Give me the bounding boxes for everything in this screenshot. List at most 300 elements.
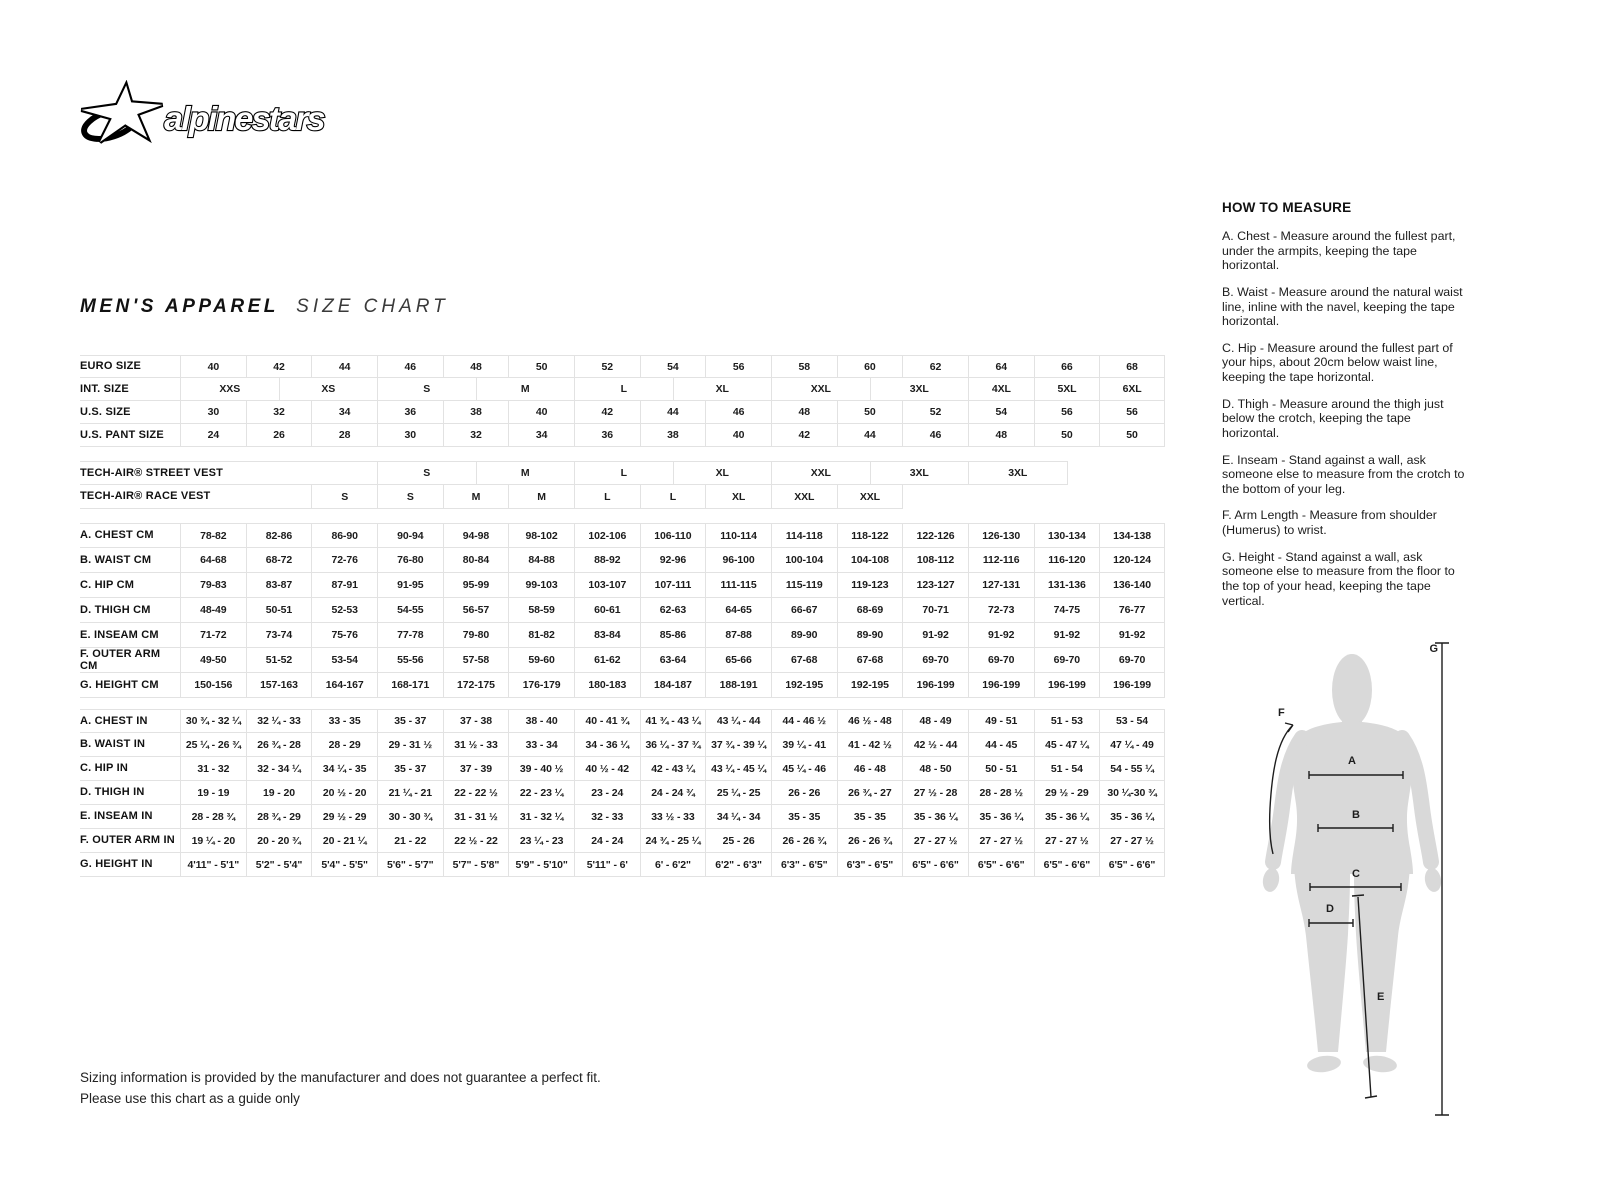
size-cell: 37 - 38 — [443, 709, 509, 733]
measurements-cm-table — [80, 523, 1165, 698]
size-cell: 92-96 — [640, 548, 706, 573]
size-cell: 83-84 — [574, 623, 640, 648]
blank-cell — [902, 485, 1165, 509]
size-cell: 4XL — [968, 378, 1034, 401]
size-cell: 110-114 — [705, 523, 771, 548]
measure-instruction: D. Thigh - Measure around the thigh just below the crotch, keeping the tape horizontal. — [1222, 396, 1444, 440]
size-cell: 102-106 — [574, 523, 640, 548]
size-cell: 30 - 30 ¾ — [377, 805, 443, 829]
size-cell: 79-80 — [443, 623, 509, 648]
size-cell: M — [476, 461, 575, 485]
size-cell: 6'2" - 6'3" — [705, 853, 771, 877]
size-cell: L — [574, 485, 640, 509]
size-cell: 79-83 — [180, 573, 246, 598]
size-cell: 122-126 — [902, 523, 968, 548]
size-cell: 120-124 — [1099, 548, 1165, 573]
size-cell: 42 — [574, 401, 640, 424]
size-cell: 104-108 — [837, 548, 903, 573]
brand-wordmark: alpinestars — [164, 100, 324, 139]
size-cell: 50-51 — [246, 598, 312, 623]
size-cell: 50 — [1034, 424, 1100, 447]
size-cell: 28 ¾ - 29 — [246, 805, 312, 829]
size-cell: 91-92 — [1099, 623, 1165, 648]
size-cell: 34 - 36 ¼ — [574, 733, 640, 757]
size-cell: 73-74 — [246, 623, 312, 648]
size-cell: 62 — [902, 355, 968, 378]
label-inseam: E — [1377, 991, 1385, 1003]
size-cell: 34 — [311, 401, 377, 424]
size-cell: 100-104 — [771, 548, 837, 573]
label-arm: F — [1278, 707, 1285, 719]
size-cell: 31 - 31 ½ — [443, 805, 509, 829]
size-cell: 35 - 36 ¼ — [1099, 805, 1165, 829]
size-cell: 27 ½ - 28 — [902, 781, 968, 805]
size-cell: 43 ¼ - 45 ¼ — [705, 757, 771, 781]
size-cell: 83-87 — [246, 573, 312, 598]
size-cell: 119-123 — [837, 573, 903, 598]
size-cell: 24 ¾ - 25 ¼ — [640, 829, 706, 853]
size-cell: 29 ½ - 29 — [1034, 781, 1100, 805]
size-cell: 56 — [1099, 401, 1165, 424]
size-cell: 22 ½ - 22 — [443, 829, 509, 853]
size-cell: 168-171 — [377, 673, 443, 698]
row-label: A. CHEST CM — [80, 523, 180, 548]
row-label: D. THIGH IN — [80, 781, 180, 805]
size-cell: 30 — [180, 401, 246, 424]
size-cell: 40 - 41 ¾ — [574, 709, 640, 733]
size-cell: 23 ¼ - 23 — [508, 829, 574, 853]
size-cell: 66-67 — [771, 598, 837, 623]
size-cell: 90-94 — [377, 523, 443, 548]
size-cell: 30 ¾ - 32 ¼ — [180, 709, 246, 733]
size-cell: 40 — [508, 401, 574, 424]
row-label: F. OUTER ARM CM — [80, 648, 180, 673]
size-cell: 5'4" - 5'5" — [311, 853, 377, 877]
size-cell: 58-59 — [508, 598, 574, 623]
size-cell: 172-175 — [443, 673, 509, 698]
table-row — [80, 548, 1165, 573]
size-cell: 42 — [771, 424, 837, 447]
size-cell: 48 — [968, 424, 1034, 447]
table-row — [80, 523, 1165, 548]
size-cell: 24 — [180, 424, 246, 447]
size-cell: 32 — [246, 401, 312, 424]
size-cell: 54 — [968, 401, 1034, 424]
measure-instruction: A. Chest - Measure around the fullest part, under the armpits, keeping the tape horizontal. — [1222, 229, 1456, 273]
size-cell: 45 ¼ - 46 — [771, 757, 837, 781]
size-cell: 5'11" - 6' — [574, 853, 640, 877]
size-cell: 25 ¼ - 26 ¾ — [180, 733, 246, 757]
size-cell: 39 - 40 ½ — [508, 757, 574, 781]
size-cell: 184-187 — [640, 673, 706, 698]
how-to-measure-list — [1222, 229, 1466, 608]
size-cell: 4'11" - 5'1" — [180, 853, 246, 877]
size-cell: 95-99 — [443, 573, 509, 598]
size-cell: XS — [279, 378, 378, 401]
size-cell: 25 ¼ - 25 — [705, 781, 771, 805]
size-cell: 6'5" - 6'6" — [1099, 853, 1165, 877]
size-cell: 123-127 — [902, 573, 968, 598]
size-cell: 5'2" - 5'4" — [246, 853, 312, 877]
size-cell: 52 — [574, 355, 640, 378]
size-cell: 196-199 — [902, 673, 968, 698]
size-cell: 6' - 6'2" — [640, 853, 706, 877]
size-cell: 5'6" - 5'7" — [377, 853, 443, 877]
size-cell: 41 ¾ - 43 ¼ — [640, 709, 706, 733]
size-cell: 59-60 — [508, 648, 574, 673]
size-cell: 164-167 — [311, 673, 377, 698]
row-label: E. INSEAM IN — [80, 805, 180, 829]
table-row — [80, 805, 1165, 829]
table-row — [80, 623, 1165, 648]
size-cell: 87-91 — [311, 573, 377, 598]
row-label: G. HEIGHT CM — [80, 673, 180, 698]
table-row — [80, 673, 1165, 698]
size-cell: 27 - 27 ½ — [1099, 829, 1165, 853]
size-cell: 19 - 20 — [246, 781, 312, 805]
size-cell: 6'3" - 6'5" — [837, 853, 903, 877]
size-cell: 26 ¾ - 28 — [246, 733, 312, 757]
size-cell: 48 - 50 — [902, 757, 968, 781]
size-cell: 107-111 — [640, 573, 706, 598]
size-cell: 116-120 — [1034, 548, 1100, 573]
size-cell: 46 - 48 — [837, 757, 903, 781]
tech-air-vest-table — [80, 461, 1165, 509]
size-cell: 44 — [837, 424, 903, 447]
size-cell: M — [476, 378, 575, 401]
size-cell: 48 - 49 — [902, 709, 968, 733]
size-cell: 50 — [837, 401, 903, 424]
size-cell: 50 — [508, 355, 574, 378]
size-cell: XXL — [771, 378, 870, 401]
size-cell: 180-183 — [574, 673, 640, 698]
measure-instruction: F. Arm Length - Measure from shoulder (Humerus) to wrist. — [1222, 508, 1437, 537]
size-cell: 68-69 — [837, 598, 903, 623]
size-cell: 78-82 — [180, 523, 246, 548]
size-cell: 37 - 39 — [443, 757, 509, 781]
size-cell: S — [377, 378, 476, 401]
size-cell: 35 - 36 ¼ — [1034, 805, 1100, 829]
title-secondary: SIZE CHART — [296, 296, 449, 317]
size-cell: 96-100 — [705, 548, 771, 573]
size-cell: 28 - 28 ½ — [968, 781, 1034, 805]
table-row — [80, 648, 1165, 673]
size-cell: 68-72 — [246, 548, 312, 573]
size-cell: 91-92 — [968, 623, 1034, 648]
size-cell: 22 - 23 ¼ — [508, 781, 574, 805]
row-label: A. CHEST IN — [80, 709, 180, 733]
size-cell: 114-118 — [771, 523, 837, 548]
size-cell: XXS — [180, 378, 279, 401]
disclaimer — [80, 1068, 601, 1110]
row-label: D. THIGH CM — [80, 598, 180, 623]
size-cell: 94-98 — [443, 523, 509, 548]
row-label: EURO SIZE — [80, 355, 180, 378]
size-cell: 77-78 — [377, 623, 443, 648]
size-cell: 20 ½ - 20 — [311, 781, 377, 805]
size-cell: 36 ¼ - 37 ¾ — [640, 733, 706, 757]
size-cell: 106-110 — [640, 523, 706, 548]
size-cell: 26 — [246, 424, 312, 447]
size-cell: 46 — [377, 355, 443, 378]
size-cell: 80-84 — [443, 548, 509, 573]
size-cell: 42 — [246, 355, 312, 378]
size-cell: 25 - 26 — [705, 829, 771, 853]
size-cell: 72-73 — [968, 598, 1034, 623]
size-cell: M — [508, 485, 574, 509]
row-label: INT. SIZE — [80, 378, 180, 401]
size-cell: 127-131 — [968, 573, 1034, 598]
how-to-measure-heading: HOW TO MEASURE — [1222, 200, 1352, 215]
size-cell: 6XL — [1099, 378, 1165, 401]
size-cell: 48 — [443, 355, 509, 378]
size-cell: 192-195 — [837, 673, 903, 698]
measure-instruction: C. Hip - Measure around the fullest part of your hips, about 20cm below waist line, keeping the tape horizontal. — [1222, 340, 1453, 384]
size-cell: 126-130 — [968, 523, 1034, 548]
size-cell: 34 ¼ - 34 — [705, 805, 771, 829]
size-cell: 61-62 — [574, 648, 640, 673]
size-cell: 40 — [705, 424, 771, 447]
size-cell: 28 - 28 ¾ — [180, 805, 246, 829]
row-label: TECH-AIR® STREET VEST — [80, 461, 180, 485]
row-label: U.S. PANT SIZE — [80, 424, 180, 447]
size-cell: 40 ½ - 42 — [574, 757, 640, 781]
table-row — [80, 709, 1165, 733]
size-cell: 85-86 — [640, 623, 706, 648]
size-cell: 35 - 37 — [377, 709, 443, 733]
size-cell: 5'7" - 5'8" — [443, 853, 509, 877]
size-cell: 82-86 — [246, 523, 312, 548]
size-cell: 74-75 — [1034, 598, 1100, 623]
size-cell: 27 - 27 ½ — [902, 829, 968, 853]
size-cell: XL — [705, 485, 771, 509]
title-primary: MEN'S APPAREL — [80, 296, 279, 317]
size-cell: XL — [673, 461, 772, 485]
size-cell: 6'3" - 6'5" — [771, 853, 837, 877]
size-cell: 6'5" - 6'6" — [1034, 853, 1100, 877]
blank-cell — [180, 461, 377, 485]
size-cell: 41 - 42 ½ — [837, 733, 903, 757]
size-cell: 53-54 — [311, 648, 377, 673]
size-cell: 108-112 — [902, 548, 968, 573]
size-cell: 49 - 51 — [968, 709, 1034, 733]
size-cell: 45 - 47 ¼ — [1034, 733, 1100, 757]
disclaimer-line-1: Sizing information is provided by the manufacturer and does not guarantee a perfect fit. — [80, 1070, 601, 1085]
size-cell: 150-156 — [180, 673, 246, 698]
size-cell: 196-199 — [968, 673, 1034, 698]
row-label: B. WAIST IN — [80, 733, 180, 757]
size-cell: 69-70 — [902, 648, 968, 673]
size-cell: 67-68 — [771, 648, 837, 673]
size-cell: 42 - 43 ¼ — [640, 757, 706, 781]
size-cell: 76-80 — [377, 548, 443, 573]
size-cell: 24 - 24 ¾ — [640, 781, 706, 805]
size-cell: 99-103 — [508, 573, 574, 598]
size-cell: 134-138 — [1099, 523, 1165, 548]
size-cell: 136-140 — [1099, 573, 1165, 598]
size-cell: 88-92 — [574, 548, 640, 573]
size-cell: 48-49 — [180, 598, 246, 623]
size-cell: 115-119 — [771, 573, 837, 598]
size-cell: 69-70 — [968, 648, 1034, 673]
table-row — [80, 401, 1165, 424]
label-height: G — [1429, 643, 1438, 655]
size-cell: 63-64 — [640, 648, 706, 673]
measure-instruction: B. Waist - Measure around the natural waist line, inline with the navel, keeping the tape horizontal. — [1222, 284, 1463, 329]
size-cell: 26 - 26 — [771, 781, 837, 805]
size-cell: 86-90 — [311, 523, 377, 548]
size-cell: 89-90 — [771, 623, 837, 648]
size-cell: 30 ¼-30 ¾ — [1099, 781, 1165, 805]
size-cell: 56 — [705, 355, 771, 378]
size-cell: 22 - 22 ½ — [443, 781, 509, 805]
size-cell: 34 ¼ - 35 — [311, 757, 377, 781]
size-cell: 38 — [640, 424, 706, 447]
size-cell: 68 — [1099, 355, 1165, 378]
size-cell: 27 - 27 ½ — [968, 829, 1034, 853]
size-cell: 6'5" - 6'6" — [968, 853, 1034, 877]
size-cell: 51 - 53 — [1034, 709, 1100, 733]
size-cell: 31 - 32 — [180, 757, 246, 781]
table-row — [80, 781, 1165, 805]
size-cell: 35 - 37 — [377, 757, 443, 781]
size-cell: 31 ½ - 33 — [443, 733, 509, 757]
size-cell: 43 ¼ - 44 — [705, 709, 771, 733]
size-cell: 32 - 34 ¼ — [246, 757, 312, 781]
size-cell: 3XL — [870, 378, 969, 401]
size-cell: 192-195 — [771, 673, 837, 698]
size-cell: 60 — [837, 355, 903, 378]
measurements-inches-table — [80, 709, 1165, 877]
size-cell: 35 - 36 ¼ — [968, 805, 1034, 829]
size-cell: 112-116 — [968, 548, 1034, 573]
size-cell: 20 - 21 ¼ — [311, 829, 377, 853]
size-cell: XXL — [771, 461, 870, 485]
size-cell: 53 - 54 — [1099, 709, 1165, 733]
size-cell: 52-53 — [311, 598, 377, 623]
size-cell: 44 — [640, 401, 706, 424]
size-cell: 35 - 35 — [771, 805, 837, 829]
size-cell: 46 — [902, 424, 968, 447]
size-cell: 91-92 — [902, 623, 968, 648]
size-cell: 29 ½ - 29 — [311, 805, 377, 829]
table-row — [80, 757, 1165, 781]
size-cell: 131-136 — [1034, 573, 1100, 598]
size-cell: 56-57 — [443, 598, 509, 623]
size-cell: 50 — [1099, 424, 1165, 447]
size-cell: 91-92 — [1034, 623, 1100, 648]
size-cell: 36 — [574, 424, 640, 447]
table-row — [80, 355, 1165, 378]
size-cell: 6'5" - 6'6" — [902, 853, 968, 877]
size-cell: L — [574, 378, 673, 401]
size-cell: 23 - 24 — [574, 781, 640, 805]
row-label: G. HEIGHT IN — [80, 853, 180, 877]
size-cell: 21 - 22 — [377, 829, 443, 853]
size-cell: 24 - 24 — [574, 829, 640, 853]
size-cell: 176-179 — [508, 673, 574, 698]
size-cell: 33 ½ - 33 — [640, 805, 706, 829]
size-cell: 57-58 — [443, 648, 509, 673]
size-cell: 56 — [1034, 401, 1100, 424]
size-cell: 76-77 — [1099, 598, 1165, 623]
size-cell: 46 — [705, 401, 771, 424]
size-cell: L — [640, 485, 706, 509]
size-cell: 5'9" - 5'10" — [508, 853, 574, 877]
table-row — [80, 424, 1165, 447]
size-cell: 26 - 26 ¾ — [771, 829, 837, 853]
size-cell: 42 ½ - 44 — [902, 733, 968, 757]
size-cell: 60-61 — [574, 598, 640, 623]
label-thigh: D — [1326, 903, 1334, 915]
size-cell: L — [574, 461, 673, 485]
size-cell: 47 ¼ - 49 — [1099, 733, 1165, 757]
size-cell: 39 ¼ - 41 — [771, 733, 837, 757]
size-cell: 58 — [771, 355, 837, 378]
size-cell: 28 - 29 — [311, 733, 377, 757]
size-cell: 54 - 55 ¼ — [1099, 757, 1165, 781]
size-cell: 188-191 — [705, 673, 771, 698]
size-cell: 51-52 — [246, 648, 312, 673]
size-cell: XL — [673, 378, 772, 401]
size-cell: 44 — [311, 355, 377, 378]
size-cell: S — [377, 461, 476, 485]
size-cell: 55-56 — [377, 648, 443, 673]
size-cell: 87-88 — [705, 623, 771, 648]
row-label: C. HIP CM — [80, 573, 180, 598]
size-cell: 19 ¼ - 20 — [180, 829, 246, 853]
row-label: U.S. SIZE — [80, 401, 180, 424]
size-cell: 32 — [443, 424, 509, 447]
size-cell: 66 — [1034, 355, 1100, 378]
size-cell: 54 — [640, 355, 706, 378]
size-cell: S — [377, 485, 443, 509]
size-cell: 81-82 — [508, 623, 574, 648]
size-cell: 35 - 35 — [837, 805, 903, 829]
size-cell: 52 — [902, 401, 968, 424]
international-sizes-table — [80, 355, 1165, 447]
size-cell: M — [443, 485, 509, 509]
size-cell: 19 - 19 — [180, 781, 246, 805]
row-label: B. WAIST CM — [80, 548, 180, 573]
row-label: E. INSEAM CM — [80, 623, 180, 648]
size-cell: 91-95 — [377, 573, 443, 598]
measure-instruction: G. Height - Stand against a wall, ask someone else to measure from the floor to the top of your head, keeping the tape vertical. — [1222, 549, 1455, 608]
size-cell: 64-68 — [180, 548, 246, 573]
size-cell: 103-107 — [574, 573, 640, 598]
size-cell: 196-199 — [1034, 673, 1100, 698]
size-cell: 70-71 — [902, 598, 968, 623]
size-cell: 32 ¼ - 33 — [246, 709, 312, 733]
table-row — [80, 378, 1165, 401]
size-cell: 196-199 — [1099, 673, 1165, 698]
size-cell: 111-115 — [705, 573, 771, 598]
size-cell: 32 - 33 — [574, 805, 640, 829]
table-row — [80, 598, 1165, 623]
table-row — [80, 485, 1165, 509]
table-row — [80, 853, 1165, 877]
alpinestars-star-icon — [80, 85, 162, 144]
size-cell: 89-90 — [837, 623, 903, 648]
table-row — [80, 829, 1165, 853]
size-cell: XXL — [837, 485, 903, 509]
size-cell: 84-88 — [508, 548, 574, 573]
size-cell: 72-76 — [311, 548, 377, 573]
blank-cell — [180, 485, 311, 509]
row-label: TECH-AIR® RACE VEST — [80, 485, 180, 509]
size-cell: 26 ¾ - 27 — [837, 781, 903, 805]
size-cell: 33 - 35 — [311, 709, 377, 733]
